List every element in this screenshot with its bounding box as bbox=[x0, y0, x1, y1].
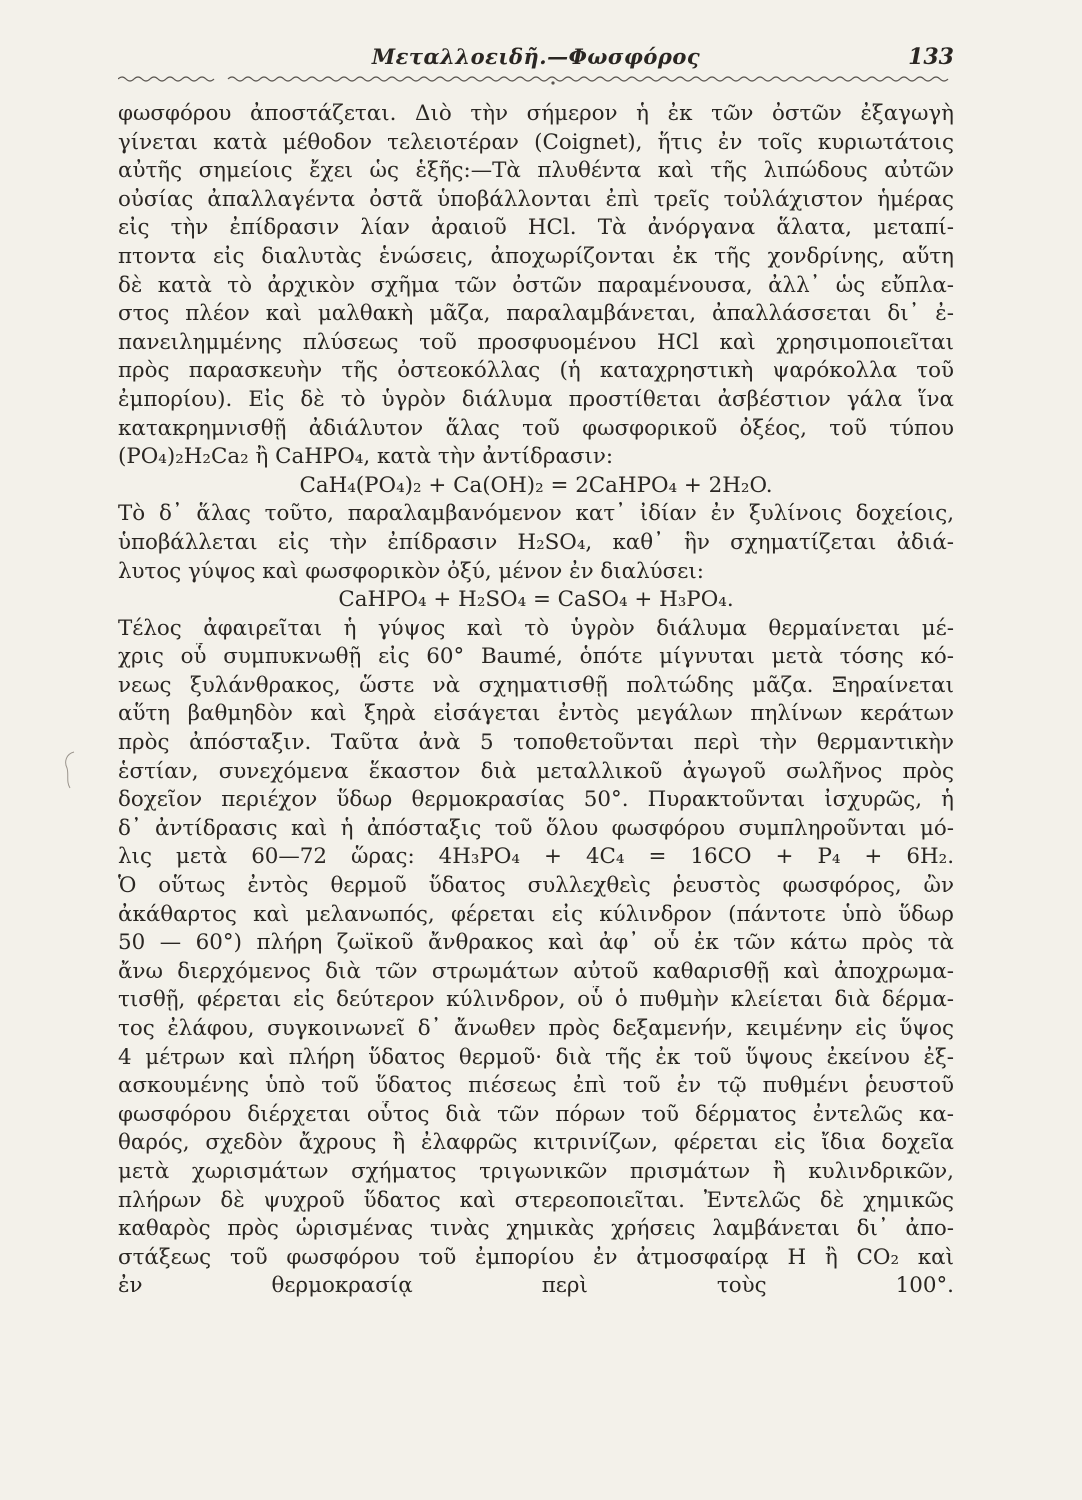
text-line: τος ἐλάφου, συγκοινωνεῖ δ᾽ ἄνωθεν πρὸς δεξαμενήν, κειμένην εἰς ὕψος bbox=[118, 1016, 954, 1041]
chemical-equation: CaHPO₄ + H₂SO₄ = CaSO₄ + H₃PO₄. bbox=[338, 587, 734, 613]
text-line: στάξεως τοῦ φωσφόρου τοῦ ἐμπορίου ἐν ἀτμοσφαίρᾳ H ἢ CO₂ καὶ bbox=[118, 1244, 954, 1270]
text-line: καθαρὸς πρὸς ὡρισμένας τινὰς χημικὰς χρήσεις λαμβάνεται δι᾽ ἀπο- bbox=[118, 1216, 954, 1242]
text-line: πτοντα εἰς διαλυτὰς ἑνώσεις, ἀποχωρίζονται ἐκ τῆς χονδρίνης, αὕτη bbox=[118, 243, 954, 269]
text-line: δοχεῖον περιέχον ὕδωρ θερμοκρασίας 50°. Πυρακτοῦνται ἰσχυρῶς, ἡ bbox=[118, 787, 954, 813]
header-wavy-rule bbox=[118, 72, 954, 86]
text-line: ἄνω διερχόμενος διὰ τῶν στρωμάτων αὐτοῦ καθαρισθῇ καὶ ἀποχρωμα- bbox=[118, 958, 954, 984]
text-line: ἐν θερμοκρασίᾳ περὶ τοὺς 100°. bbox=[118, 1273, 954, 1299]
running-title: Μεταλλοειδῆ.—Φωσφόρος bbox=[371, 44, 701, 69]
text-line: τισθῇ, φέρεται εἰς δεύτερον κύλινδρον, οὗ ὁ πυθμὴν κλείεται διὰ δέρμα- bbox=[118, 987, 954, 1013]
text-line: 50 — 60°) πλήρη ζωϊκοῦ ἄνθρακος καὶ ἀφ᾽ οὗ ἐκ τῶν κάτω πρὸς τὰ bbox=[118, 930, 954, 956]
text-line: φωσφόρου διέρχεται οὗτος διὰ τῶν πόρων τοῦ δέρματος ἐντελῶς κα- bbox=[118, 1101, 954, 1127]
text-line: θαρός, σχεδὸν ἄχρους ἢ ἐλαφρῶς κιτρινίζων, φέρεται εἰς ἴδια δοχεῖα bbox=[118, 1130, 954, 1156]
text-line: πανειλημμένης πλύσεως τοῦ προσφυομένου HCl καὶ χρησιμοποιεῖται bbox=[118, 329, 954, 355]
text-line: λυτος γύψος καὶ φωσφορικὸν ὀξύ, μένον ἐν διαλύσει: bbox=[118, 558, 704, 584]
text-line: (PO₄)₂H₂Ca₂ ἢ CaHPO₄, κατὰ τὴν ἀντίδρασιν: bbox=[118, 444, 614, 470]
page-number: 133 bbox=[908, 44, 954, 70]
text-line: φωσφόρου ἀποστάζεται. Διὸ τὴν σήμερον ἡ ἐκ τῶν ὀστῶν ἐξαγωγὴ bbox=[118, 101, 954, 126]
text-line: ασκουμένης ὑπὸ τοῦ ὕδατος πιέσεως ἐπὶ τοῦ ἐν τῷ πυθμένι ῥευστοῦ bbox=[118, 1073, 954, 1099]
text-line: πρὸς παρασκευὴν τῆς ὀστεοκόλλας (ἡ καταχρηστικὴ ψαρόκολλα τοῦ bbox=[118, 358, 954, 384]
chemical-equation: CaH₄(PO₄)₂ + Ca(OH)₂ = 2CaHPO₄ + 2H₂O. bbox=[299, 472, 773, 498]
text-line: οὐσίας ἀπαλλαγέντα ὀστᾶ ὑποβάλλονται ἐπὶ τρεῖς τοὐλάχιστον ἡμέρας bbox=[118, 186, 954, 212]
text-line: δὲ κατὰ τὸ ἀρχικὸν σχῆμα τῶν ὀστῶν παραμένουσα, ἀλλ᾽ ὡς εὔπλα- bbox=[118, 272, 954, 298]
text-line: 4 μέτρων καὶ πλήρη ὕδατος θερμοῦ· διὰ τῆς ἐκ τοῦ ὕψους ἐκείνου ἐξ- bbox=[118, 1044, 954, 1070]
text-line bbox=[118, 1301, 954, 1330]
text-line: ἀκάθαρτος καὶ μελανωπός, φέρεται εἰς κύλινδρον (πάντοτε ὑπὸ ὕδωρ bbox=[118, 901, 954, 927]
text-line: δ᾽ ἀντίδρασις καὶ ἡ ἀπόσταξις τοῦ ὅλου φωσφόρου συμπληροῦνται μό- bbox=[118, 815, 954, 841]
text-line: νεως ξυλάνθρακος, ὥστε νὰ σχηματισθῇ πολτώδης μᾶζα. Ξηραίνεται bbox=[118, 672, 954, 698]
text-line: κατακρημνισθῇ ἀδιάλυτον ἅλας τοῦ φωσφορικοῦ ὀξέος, τοῦ τύπου bbox=[118, 415, 954, 441]
text-line: χρις οὗ συμπυκνωθῇ εἰς 60° Baumé, ὁπότε μίγνυται μετὰ τόσης κό- bbox=[118, 644, 954, 670]
text-line: πλήρων δὲ ψυχροῦ ὕδατος καὶ στερεοποιεῖται. Ἐντελῶς δὲ χημικῶς bbox=[118, 1187, 954, 1213]
page-header bbox=[118, 42, 954, 82]
text-line: στος πλέον καὶ μαλθακὴ μᾶζα, παραλαμβάνεται, ἀπαλλάσσεται δι᾽ ἐ- bbox=[118, 301, 954, 327]
text-line: λις μετὰ 60—72 ὥρας: 4H₃PO₄ + 4C₄ = 16CO + P₄ + 6H₂. bbox=[118, 844, 954, 870]
text-line: γίνεται κατὰ μέθοδον τελειοτέραν (Coignet), ἥτις ἐν τοῖς κυριωτάτοις bbox=[118, 129, 954, 155]
text-line: εἰς τὴν ἐπίδρασιν λίαν ἀραιοῦ HCl. Τὰ ἀνόργανα ἅλατα, μεταπί- bbox=[118, 215, 954, 241]
pencil-mark-icon bbox=[58, 748, 82, 792]
text-line: μετὰ χωρισμάτων σχήματος τριγωνικῶν πρισμάτων ἢ κυλινδρικῶν, bbox=[118, 1158, 954, 1184]
text-line: ὑποβάλλεται εἰς τὴν ἐπίδρασιν H₂SO₄, καθ᾽ ἣν σχηματίζεται ἀδιά- bbox=[118, 529, 954, 555]
text-line: αὕτη βαθμηδὸν καὶ ξηρὰ εἰσάγεται ἐντὸς μεγάλων πηλίνων κεράτων bbox=[118, 701, 954, 727]
page-body-text bbox=[118, 100, 954, 1330]
text-line: πρὸς ἀπόσταξιν. Ταῦτα ἀνὰ 5 τοποθετοῦνται περὶ τὴν θερμαντικὴν bbox=[118, 730, 954, 756]
text-line: αὐτῆς σημείοις ἔχει ὡς ἑξῆς:—Τὰ πλυθέντα καὶ τῆς λιπώδους αὐτῶν bbox=[118, 158, 954, 184]
text-line: Τὸ δ᾽ ἅλας τοῦτο, παραλαμβανόμενον κατ᾽ ἰδίαν ἐν ξυλίνοις δοχείοις, bbox=[118, 501, 954, 527]
text-line: Τέλος ἀφαιρεῖται ἡ γύψος καὶ τὸ ὑγρὸν διάλυμα θερμαίνεται μέ- bbox=[118, 615, 954, 641]
text-line: ἑστίαν, συνεχόμενα ἕκαστον διὰ μεταλλικοῦ ἀγωγοῦ σωλῆνος πρὸς bbox=[118, 758, 954, 784]
text-line: Ὁ οὕτως ἐντὸς θερμοῦ ὕδατος συλλεχθεὶς ῥευστὸς φωσφόρος, ὢν bbox=[118, 873, 954, 899]
text-line: ἐμπορίου). Εἰς δὲ τὸ ὑγρὸν διάλυμα προστίθεται ἀσβέστιον γάλα ἵνα bbox=[118, 386, 954, 412]
